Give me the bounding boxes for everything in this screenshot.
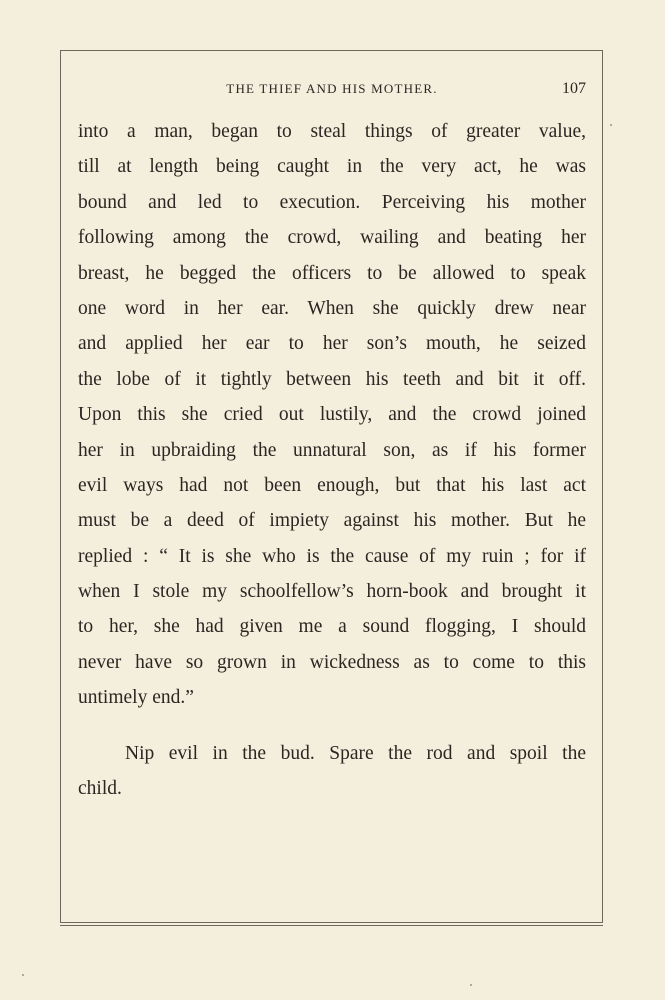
text-line: the lobe of it tightly between his teeth and bit it off. — [78, 368, 586, 390]
paper-speck — [470, 984, 472, 986]
text-line: into a man, began to steal things of greater value, — [78, 121, 586, 142]
text-line: breast, he begged the officers to be allowed to speak — [78, 262, 586, 284]
text-line: when I stole my schoolfellow’s horn-book and brought it — [78, 581, 586, 603]
text-line: untimely end.” — [78, 687, 194, 709]
text-line: replied : “ It is she who is the cause of my ruin ; for if — [78, 545, 586, 567]
text-line: never have so grown in wickedness as to come to this — [78, 651, 586, 673]
text-line: Upon this she cried out lustily, and the crowd joined — [78, 404, 586, 426]
text-line: and applied her ear to her son’s mouth, he seized — [78, 333, 586, 355]
moral-line: child. — [78, 778, 122, 800]
moral-line: Nip evil in the bud. Spare the rod and spoil the — [125, 743, 586, 764]
page-border-bottom-rule — [60, 923, 603, 926]
fable-body — [78, 114, 586, 716]
text-line: one word in her ear. When she quickly drew near — [78, 297, 586, 319]
text-line: her in upbraiding the unnatural son, as if his former — [78, 439, 586, 461]
text-line: evil ways had not been enough, but that his last act — [78, 474, 586, 496]
fable-moral — [78, 736, 586, 807]
paper-speck — [22, 974, 24, 976]
running-title: THE THIEF AND HIS MOTHER. — [226, 81, 438, 96]
paper-speck — [610, 124, 612, 126]
text-line: following among the crowd, wailing and beating her — [78, 227, 586, 249]
page-number: 107 — [562, 80, 586, 97]
text-line: must be a deed of impiety against his mother. But he — [78, 510, 586, 532]
text-line: till at length being caught in the very act, he was — [78, 156, 586, 178]
running-head — [78, 78, 586, 100]
text-line: bound and led to execution. Perceiving his mother — [78, 191, 586, 213]
text-line: to her, she had given me a sound flogging, I should — [78, 616, 586, 638]
